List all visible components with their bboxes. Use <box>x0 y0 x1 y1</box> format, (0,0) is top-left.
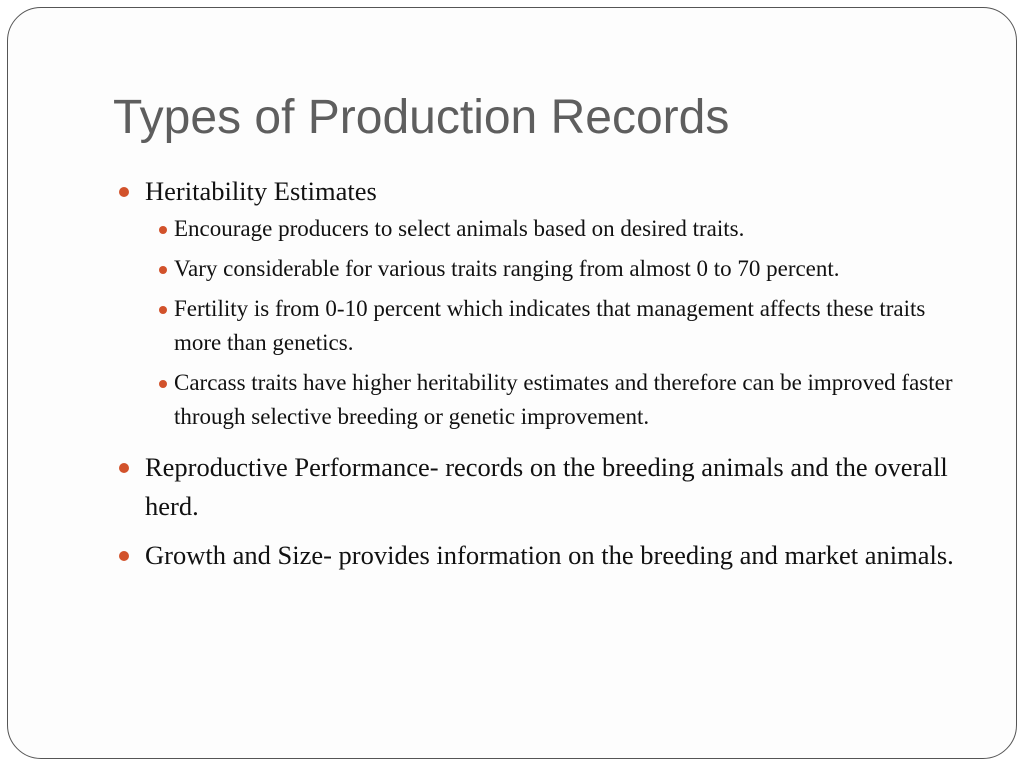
bullet-item-heritability <box>113 172 973 211</box>
bullet-icon <box>119 551 129 561</box>
bullet-text: Reproductive Performance- records on the breeding animals and the overall herd. <box>145 452 948 521</box>
bullet-icon <box>119 463 129 473</box>
bullet-text: Heritability Estimates <box>145 176 377 206</box>
sub-bullet-icon <box>159 226 167 234</box>
bullet-item-reproductive-performance <box>113 448 973 526</box>
sub-bullet-item <box>113 212 973 246</box>
bullet-icon <box>119 187 129 197</box>
sub-bullet-icon <box>159 266 167 274</box>
slide-title: Types of Production Records <box>113 91 730 144</box>
sub-bullet-icon <box>159 306 167 314</box>
bullet-item-growth-and-size <box>113 536 973 575</box>
sub-bullet-item <box>113 366 973 434</box>
sub-bullet-icon <box>159 380 167 388</box>
sub-bullet-text: Vary considerable for various traits ranging from almost 0 to 70 percent. <box>174 256 840 281</box>
bullet-list <box>113 172 973 575</box>
bullet-text: Growth and Size- provides information on the breeding and market animals. <box>145 540 954 570</box>
sub-bullet-item <box>113 252 973 286</box>
sub-bullet-text: Carcass traits have higher heritability estimates and therefore can be improved faster through selective breeding or genetic improvement. <box>174 370 953 429</box>
sub-bullet-text: Fertility is from 0-10 percent which indicates that management affects these traits more than genetics. <box>174 296 926 355</box>
sub-bullet-text: Encourage producers to select animals based on desired traits. <box>174 216 745 241</box>
sub-bullet-item <box>113 292 973 360</box>
slide <box>7 7 1017 759</box>
